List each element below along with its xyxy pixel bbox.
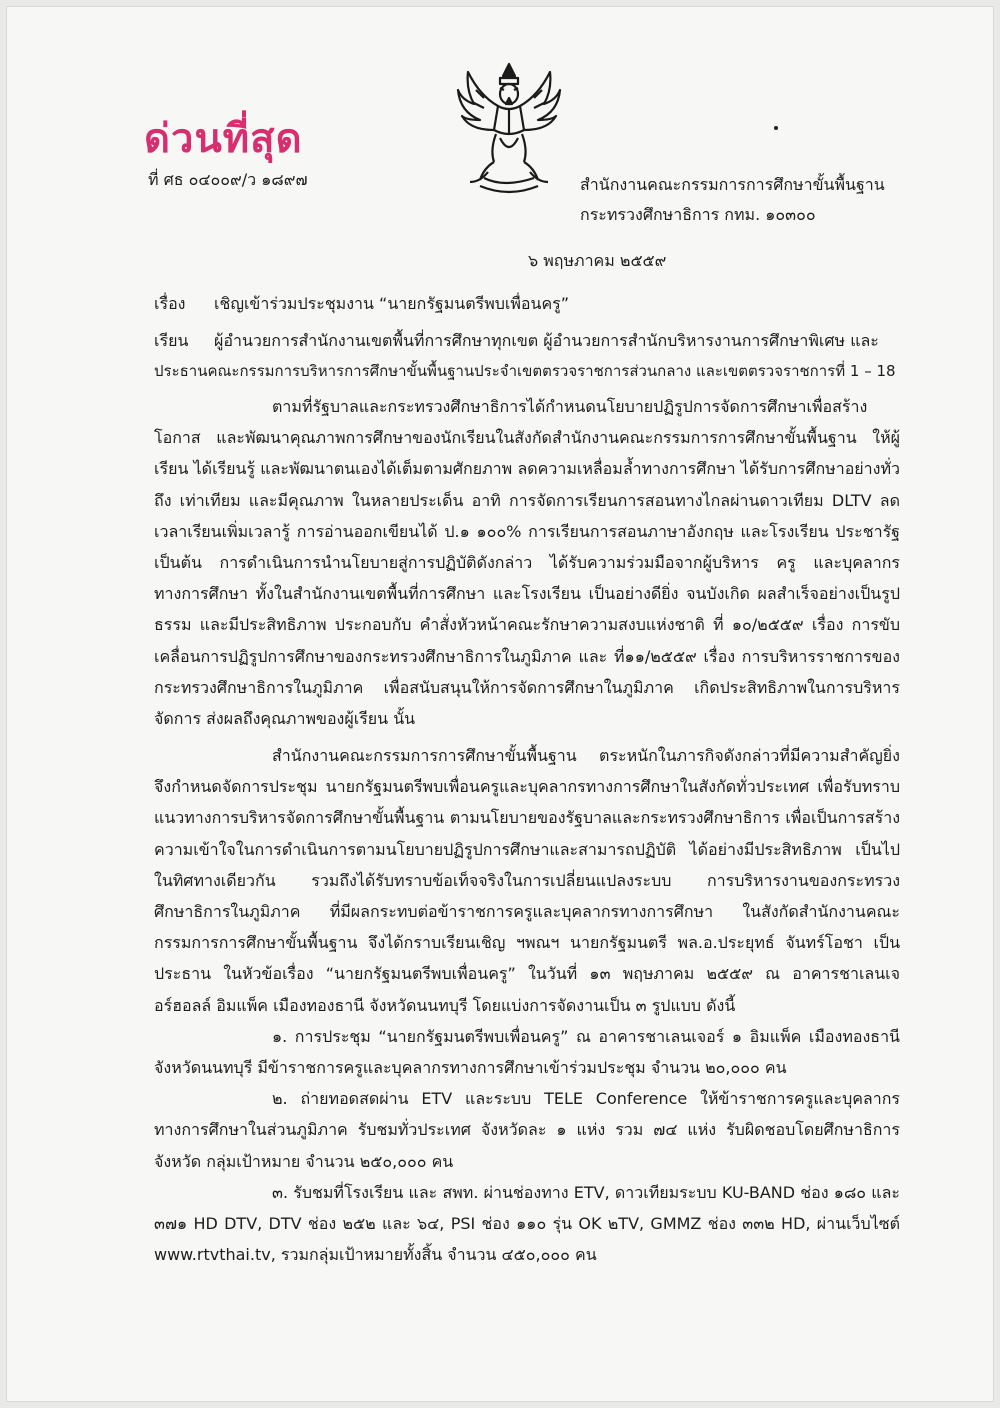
list-item-2: ๒. ถ่ายทอดสดผ่าน ETV และระบบ TELE Conference ให้ข้าราชการครูและบุคลากร ทางการศึกษาในส่วนภูมิภาค รับชมทั่วประเทศ จังหวัดละ ๑ แห่ง รวม ๗๔ แห่ง รับผิดชอบโดยศึกษาธิการ จังหวัด กลุ่มเป้าหมาย จำนวน ๒๕๐,๐๐๐ คน	[154, 1089, 900, 1171]
recipient-line-1: ผู้อำนวยการสำนักงานเขตพื้นที่การศึกษาทุกเขต ผู้อำนวยการสำนักบริหารงานการศึกษาพิเศษ และ	[214, 331, 879, 350]
urgency-stamp: ด่วนที่สุด	[144, 115, 303, 162]
garuda-emblem-icon	[454, 60, 564, 195]
paragraph-1-text: ตามที่รัฐบาลและกระทรวงศึกษาธิการได้กำหนดนโยบายปฏิรูปการจัดการศึกษาเพื่อสร้างโอกาส และพัฒนาคุณภาพการศึกษาของนักเรียนในสังกัดสำนักงานคณะกรรมการการศึกษาขั้นพื้นฐาน ให้ผู้เรียน ได้เรียนรู้ และพัฒนาตนเองได้เต็มตามศักยภาพ ลดความเหลื่อมล้ำทางการศึกษา ได้รับการศึกษาอย่างทั่วถึง เท่าเทียม และมีคุณภาพ ในหลายประเด็น อาทิ การจัดการเรียนการสอนทางไกลผ่านดาวเทียม DLTV ลดเวลาเรียนเพิ่มเวลารู้ การอ่านออกเขียนได้ ป.๑ ๑๐๐% การเรียนการสอนภาษาอังกฤษ และโรงเรียน ประชารัฐ เป็นต้น การดำเนินการนำนโยบายสู่การปฏิบัติดังกล่าว ได้รับความร่วมมือจากผู้บริหาร ครู และบุคลากรทางการศึกษา ทั้งในสำนักงานเขตพื้นที่การศึกษา และโรงเรียน เป็นอย่างดียิ่ง จนบังเกิด ผลสำเร็จอย่างเป็นรูปธรรม และมีประสิทธิภาพ ประกอบกับ คำสั่งหัวหน้าคณะรักษาความสงบแห่งชาติ ที่ ๑๐/๒๕๕๙ เรื่อง การขับเคลื่อนการปฏิรูปการศึกษาของกระทรวงศึกษาธิการในภูมิภาค และ ที่๑๑/๒๕๕๙ เรื่อง การบริหารราชการของกระทรวงศึกษาธิการในภูมิภาค เพื่อสนับสนุนให้การจัดการศึกษาในภูมิภาค เกิดประสิทธิภาพในการบริหารจัดการ ส่งผลถึงคุณภาพของผู้เรียน นั้น	[154, 397, 900, 729]
list-item-3: ๓. รับชมที่โรงเรียน และ สพท. ผ่านช่องทาง ETV, ดาวเทียมระบบ KU-BAND ช่อง ๑๘๐ และ ๓๗๑ HD DTV, DTV ช่อง ๒๕๒ และ ๖๔, PSI ช่อง ๑๑๐ รุ่น OK ๒TV, GMMZ ช่อง ๓๓๒ HD, ผ่านเว็บไซต์ www.rtvthai.tv, รวมกลุ่มเป้าหมายทั้งสิ้น จำนวน ๔๕๐,๐๐๐ คน	[154, 1182, 900, 1265]
org-address: กระทรวงศึกษาธิการ กทม. ๑๐๓๐๐	[580, 205, 816, 224]
subject-label: เรื่อง	[154, 294, 186, 313]
recipient-line-2: ประธานคณะกรรมการบริหารการศึกษาขั้นพื้นฐานประจำเขตตรวจราชการส่วนกลาง และเขตตรวจราชการที่ 1 – 18	[154, 362, 896, 380]
document-page	[6, 6, 994, 1402]
document-date: ๖ พฤษภาคม ๒๕๕๙	[528, 251, 667, 270]
document-number: ที่ ศธ ๐๔๐๐๙/ว ๑๘๙๗	[148, 170, 308, 189]
issuing-organization	[580, 170, 885, 230]
org-name: สำนักงานคณะกรรมการการศึกษาขั้นพื้นฐาน	[580, 175, 885, 194]
body-paragraph-1	[154, 391, 900, 734]
ink-dot	[774, 126, 778, 130]
recipient-label: เรียน	[154, 331, 189, 350]
list-item-1: ๑. การประชุม “นายกรัฐมนตรีพบเพื่อนครู” ณ อาคารชาเลนเจอร์ ๑ อิมแพ็ค เมืองทองธานี จังหวัดนนทบุรี มีข้าราชการครูและบุคลากรทางการศึกษาเข้าร่วมประชุม จำนวน ๒๐,๐๐๐ คน	[154, 1026, 900, 1078]
body-paragraph-2	[154, 740, 900, 1270]
subject-text: เชิญเข้าร่วมประชุมงาน “นายกรัฐมนตรีพบเพื่อนครู”	[214, 294, 570, 313]
paragraph-2-text: สำนักงานคณะกรรมการการศึกษาขั้นพื้นฐาน ตระหนักในภารกิจดังกล่าวที่มีความสำคัญยิ่ง จึงกำหนดจัดการประชุม นายกรัฐมนตรีพบเพื่อนครูและบุคลากรทางการศึกษาในสังกัดทั่วประเทศ เพื่อรับทราบแนวทางการบริหารจัดการศึกษาขั้นพื้นฐาน ตามนโยบายของรัฐบาลและกระทรวงศึกษาธิการ เพื่อเป็นการสร้างความเข้าใจในการดำเนินการตามนโยบายปฏิรูปการศึกษาและสามารถปฏิบัติ ได้อย่างมีประสิทธิภาพ เป็นไปในทิศทางเดียวกัน รวมถึงได้รับทราบข้อเท็จจริงในการเปลี่ยนแปลงระบบ การบริหารงานของกระทรวงศึกษาธิการในภูมิภาค ที่มีผลกระทบต่อข้าราชการครูและบุคลากรทางการศึกษา ในสังกัดสำนักงานคณะกรรมการการศึกษาขั้นพื้นฐาน จึงได้กราบเรียนเชิญ ฯพณฯ นายกรัฐมนตรี พล.อ.ประยุทธ์ จันทร์โอชา เป็นประธาน ในหัวข้อเรื่อง “นายกรัฐมนตรีพบเพื่อนครู” ในวันที่ ๑๓ พฤษภาคม ๒๕๕๙ ณ อาคารชาเลนเจอร์ฮอลล์ อิมแพ็ค เมืองทองธานี จังหวัดนนทบุรี โดยแบ่งการจัดงานเป็น ๓ รูปแบบ ดังนี้	[154, 746, 900, 1015]
